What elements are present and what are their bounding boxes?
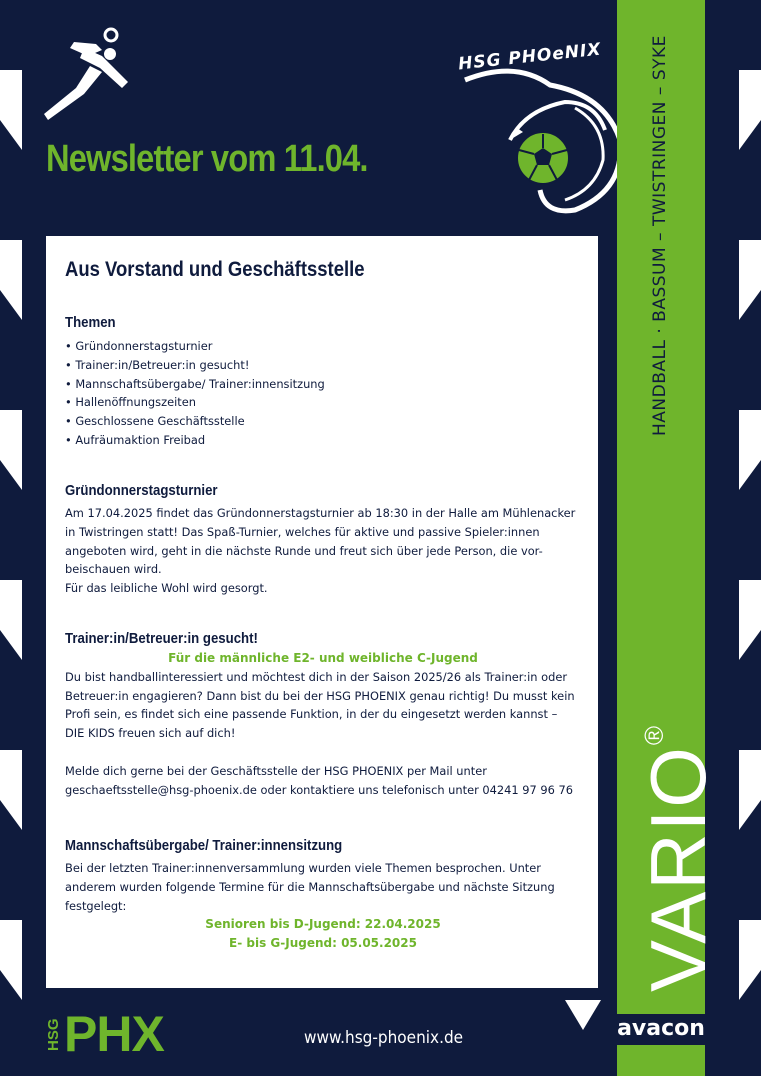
contact-line[interactable]: geschaeftsstelle@hsg-phoenix.de oder kontaktiere uns telefonisch unter 04241 97 96 76	[65, 782, 573, 797]
topics-section	[65, 314, 581, 450]
section-heading: Mannschaftsübergabe/ Trainer:innensitzung	[65, 837, 343, 854]
text-line: Bei der letzten Trainer:innenversammlung wurden viele Themen besprochen. Unter	[65, 861, 541, 875]
text-line: festgelegt:	[65, 898, 127, 913]
text-line: Für das leibliche Wohl wird gesorgt.	[65, 581, 268, 596]
section-body	[65, 859, 581, 915]
list-item: • Trainer:in/Betreuer:in gesucht!	[65, 356, 581, 375]
list-item: • Aufräumaktion Freibad	[65, 431, 581, 450]
section-gruendonnerstag	[65, 482, 581, 598]
vario-sponsor-logo	[633, 724, 724, 992]
text-line: Melde dich gerne bei der Geschäftsstelle der HSG PHOENIX per Mail unter	[65, 763, 487, 778]
handball-player-icon	[40, 26, 135, 126]
text-line: in Twistringen statt! Das Spaß-Turnier, welches für aktive und passive Spieler:innen	[65, 524, 540, 539]
section-body	[65, 504, 581, 598]
section-subheading: Für die männliche E2- und weibliche C-Jugend	[168, 651, 478, 665]
text-line: Betreuer:in engagieren? Dann bist du bei der HSG PHOENIX genau richtig! Du musst kein	[65, 688, 575, 703]
date-line: E- bis G-Jugend: 05.05.2025	[229, 936, 417, 951]
list-item: • Geschlossene Geschäftsstelle	[65, 412, 581, 431]
list-item: • Hallenöffnungszeiten	[65, 393, 581, 412]
hsg-phx-footer-logo	[44, 1005, 169, 1055]
text-line: Am 17.04.2025 findet das Gründonnerstagsturnier ab 18:30 in der Halle am Mühlenacker	[65, 506, 576, 520]
logo-small-text: HSG	[45, 1018, 62, 1051]
avacon-sponsor-logo: avacon	[617, 1014, 705, 1045]
card-heading: Aus Vorstand und Geschäftsstelle	[65, 258, 365, 281]
section-body	[65, 668, 581, 800]
topics-heading: Themen	[65, 314, 116, 331]
section-heading: Gründonnerstagsturnier	[65, 482, 218, 499]
text-line: beischauen wird.	[65, 562, 162, 577]
section-trainer-gesucht	[65, 630, 581, 799]
list-item: • Gründonnerstagsturnier	[65, 337, 581, 356]
content-card	[46, 236, 598, 988]
section-mannschaftsuebergabe	[65, 837, 581, 953]
newsletter-title: Newsletter vom 11.04.	[46, 138, 368, 180]
text-line: anderem wurden folgende Termine für die Mannschaftsübergabe und nächste Sitzung	[65, 879, 555, 894]
date-line: Senioren bis D-Jugend: 22.04.2025	[205, 917, 441, 932]
text-line: Du bist handballinteressiert und möchtest dich in der Saison 2025/26 als Trainer:in oder	[65, 669, 568, 684]
logo-wordmark: HSG PHOeNIX	[457, 39, 603, 75]
logo-big-text: PHX	[64, 1006, 164, 1055]
club-towns-text: HANDBALL · BASSUM – TWISTRINGEN – SYKE	[650, 35, 670, 436]
section-heading: Trainer:in/Betreuer:in gesucht!	[65, 630, 258, 647]
text-line: Profi sein, es findet sich eine passende Funktion, in der du eingesetzt werden kannst –	[65, 707, 558, 722]
registered-mark: ®	[639, 723, 669, 746]
website-link[interactable]: www.hsg-phoenix.de	[304, 1028, 464, 1048]
list-item: • Mannschaftsübergabe/ Trainer:innensitzung	[65, 375, 581, 394]
topics-list	[65, 337, 581, 450]
text-line: DIE KIDS freuen sich auf dich!	[65, 726, 236, 741]
triangle-down-icon	[565, 1000, 601, 1030]
vario-text: VARIO	[634, 745, 722, 992]
text-line: angeboten wird, geht in die nächste Runde und freut sich über jede Person, die vor-	[65, 543, 543, 558]
